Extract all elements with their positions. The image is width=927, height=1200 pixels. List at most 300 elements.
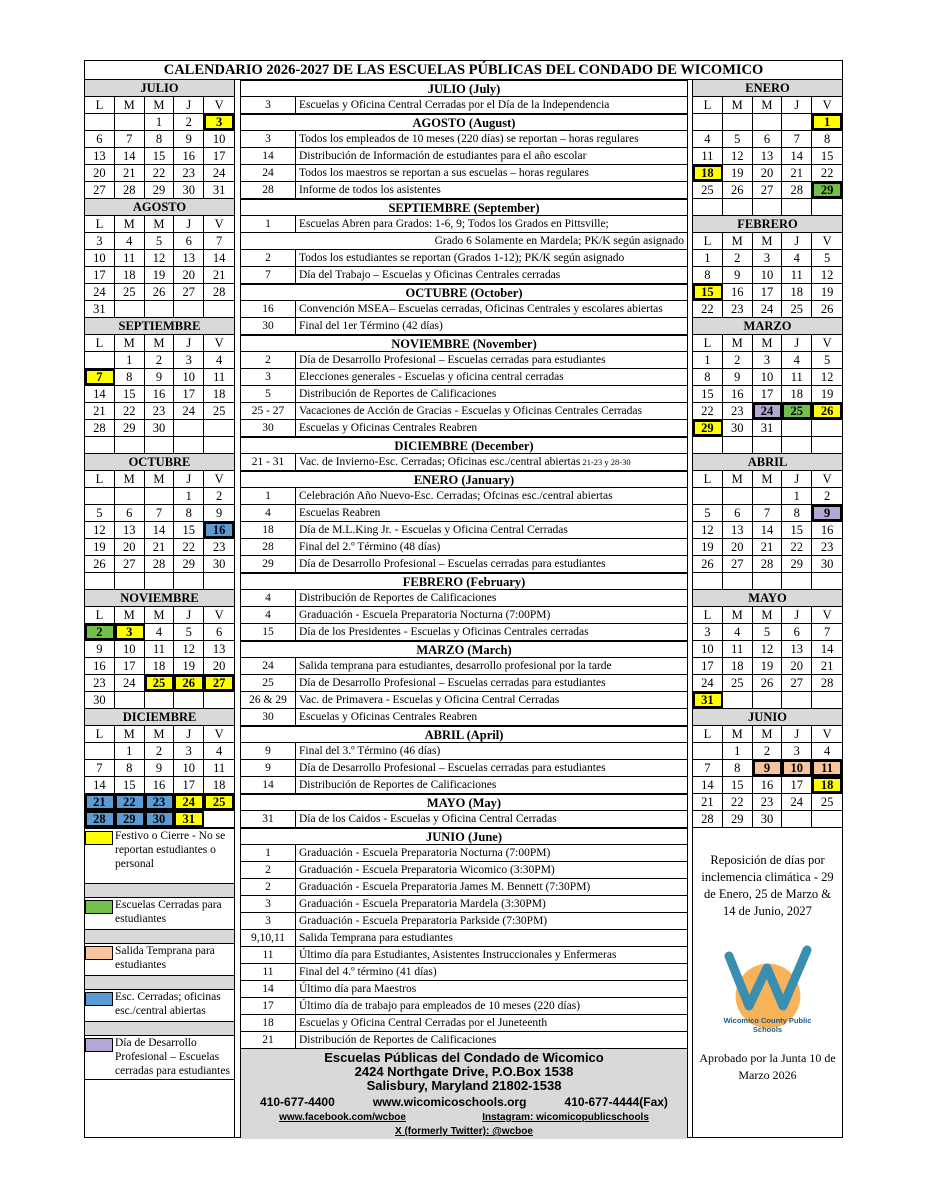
weekday-label: L <box>693 233 723 249</box>
event-text <box>296 624 687 640</box>
event-date: 24 <box>241 165 296 181</box>
weekday-label: L <box>693 471 723 487</box>
day-cell: 17 <box>115 658 145 674</box>
month-title: NOVIEMBRE <box>85 590 234 607</box>
day-cell: 7 <box>145 505 175 521</box>
day-cell: 13 <box>85 148 115 164</box>
day-cell: 22 <box>115 403 145 419</box>
month-section-title: OCTUBRE (October) <box>241 284 687 301</box>
day-cell: 12 <box>753 641 783 657</box>
footer-contact-row <box>241 1095 687 1109</box>
day-cell: 16 <box>145 386 175 402</box>
legend-swatch <box>85 831 113 845</box>
week-row <box>85 760 234 777</box>
day-cell: 8 <box>174 505 204 521</box>
day-cell: 9 <box>812 505 842 521</box>
event-description: Graduación - Escuela Preparatoria Mardela (3:30PM) <box>299 898 546 910</box>
day-cell: 9 <box>723 369 753 385</box>
event-date <box>241 233 296 249</box>
week-row <box>693 658 842 675</box>
weekday-label: J <box>174 471 204 487</box>
day-cell: 28 <box>145 556 175 572</box>
day-cell: 7 <box>753 505 783 521</box>
event-text <box>296 862 687 878</box>
month-section-title: MAYO (May) <box>241 794 687 811</box>
day-cell: 10 <box>85 250 115 266</box>
day-cell: 19 <box>85 539 115 555</box>
event-description: Día de Desarrollo Profesional – Escuelas cerradas para estudiantes <box>299 762 606 774</box>
footer-info <box>241 1049 687 1139</box>
day-cell: 23 <box>212 540 226 554</box>
day-cell: 11 <box>782 267 812 283</box>
event-row <box>241 607 687 624</box>
day-cell: 23 <box>820 540 834 554</box>
legend-spacer <box>85 1022 234 1036</box>
week-row <box>85 148 234 165</box>
day-cell: 29 <box>782 556 812 572</box>
day-cell: 17 <box>85 267 115 283</box>
event-date: 2 <box>241 250 296 266</box>
week-row <box>85 233 234 250</box>
day-cell: 11 <box>213 370 226 384</box>
day-cell <box>723 437 753 453</box>
week-row <box>693 573 842 590</box>
weekday-label: V <box>214 608 224 622</box>
weekday-label: V <box>822 608 832 622</box>
day-cell <box>753 114 783 130</box>
event-date: 9 <box>241 743 296 759</box>
week-row <box>693 165 842 182</box>
event-description: Distribución de Reportes de Calificaciones <box>299 779 497 791</box>
weekday-label: M <box>145 471 175 487</box>
page-title: CALENDARIO 2026-2027 DE LAS ESCUELAS PÚBLICAS DEL CONDADO DE WICOMICO <box>85 61 842 80</box>
day-cell: 3 <box>85 233 115 249</box>
event-description: Día de Desarrollo Profesional – Escuelas cerradas para estudiantes <box>299 677 606 689</box>
day-cell: 28 <box>782 182 812 198</box>
day-cell: 17 <box>782 777 812 793</box>
weekday-label: L <box>85 97 115 113</box>
event-description: Distribución de Reportes de Calificaciones <box>299 1034 497 1046</box>
footer-x[interactable]: X (formerly Twitter): @wcboe <box>395 1126 533 1137</box>
weekday-label: M <box>115 471 145 487</box>
day-cell: 12 <box>174 641 204 657</box>
day-cell <box>115 692 145 708</box>
day-cell: 19 <box>820 387 834 401</box>
event-date: 24 <box>241 658 296 674</box>
weekday-label: J <box>174 216 204 232</box>
day-cell <box>812 420 842 436</box>
event-text <box>296 267 687 283</box>
day-cell: 4 <box>782 250 812 266</box>
day-cell: 18 <box>693 165 723 181</box>
event-note: 21-23 y 28-30 <box>580 457 631 467</box>
day-cell <box>204 692 234 708</box>
weekday-label: V <box>214 217 224 231</box>
event-text <box>296 675 687 691</box>
day-cell: 30 <box>212 557 226 571</box>
event-row <box>241 930 687 947</box>
week-row <box>85 488 234 505</box>
day-cell: 1 <box>812 114 842 130</box>
event-text <box>296 930 687 946</box>
event-description: Vacaciones de Acción de Gracias - Escuelas y Oficinas Centrales Cerradas <box>299 405 642 417</box>
day-cell: 29 <box>115 811 145 827</box>
day-cell: 8 <box>823 132 831 146</box>
day-cell <box>85 743 115 759</box>
weekday-label: V <box>822 234 832 248</box>
weekday-label: L <box>693 335 723 351</box>
day-cell: 22 <box>782 539 812 555</box>
day-cell: 14 <box>85 386 115 402</box>
day-cell <box>693 199 723 215</box>
day-cell: 11 <box>213 761 226 775</box>
day-cell: 30 <box>753 811 783 827</box>
weekday-label: L <box>85 607 115 623</box>
day-cell: 8 <box>723 760 753 776</box>
footer-web[interactable]: www.wicomicoschools.org <box>372 1095 527 1109</box>
event-row <box>241 369 687 386</box>
event-date: 17 <box>241 998 296 1014</box>
event-date: 14 <box>241 148 296 164</box>
day-cell: 11 <box>812 760 842 776</box>
day-cell: 6 <box>723 505 753 521</box>
day-cell <box>204 437 234 453</box>
event-description: Todos los maestros se reportan a sus escuelas – horas regulares <box>299 167 589 179</box>
day-cell: 4 <box>215 353 223 367</box>
week-row <box>85 522 234 539</box>
day-cell: 22 <box>723 794 753 810</box>
day-cell: 30 <box>174 182 204 198</box>
week-row <box>693 794 842 811</box>
event-text <box>296 658 687 674</box>
weekday-label: L <box>85 726 115 742</box>
day-cell: 14 <box>145 522 175 538</box>
event-description: Distribución de Información de estudiantes para el año escolar <box>299 150 587 162</box>
event-description: Graduación - Escuela Preparatoria Parkside (7:30PM) <box>299 915 548 927</box>
weekday-header <box>85 607 234 624</box>
day-cell: 31 <box>212 183 226 197</box>
day-cell: 16 <box>145 777 175 793</box>
event-description: Final del 1er Término (42 días) <box>299 320 443 332</box>
event-row <box>241 947 687 964</box>
day-cell: 30 <box>820 557 834 571</box>
weekday-label: M <box>115 216 145 232</box>
day-cell: 10 <box>753 267 783 283</box>
event-date: 29 <box>241 556 296 572</box>
month-section-title: JUNIO (June) <box>241 828 687 845</box>
day-cell <box>174 420 204 436</box>
day-cell <box>145 437 175 453</box>
weekday-label: V <box>214 336 224 350</box>
legend-item <box>85 898 234 930</box>
logo-text: Wicomico County Public Schools <box>723 1016 812 1034</box>
week-row <box>85 675 234 692</box>
event-row <box>241 301 687 318</box>
day-cell: 20 <box>85 165 115 181</box>
day-cell: 25 <box>782 403 812 419</box>
week-row <box>693 692 842 709</box>
day-cell: 6 <box>174 233 204 249</box>
weekday-header <box>693 335 842 352</box>
event-text <box>296 352 687 368</box>
event-row <box>241 556 687 573</box>
event-date: 14 <box>241 981 296 997</box>
day-cell: 2 <box>723 250 753 266</box>
week-row <box>693 777 842 794</box>
weekday-label: M <box>753 233 783 249</box>
day-cell: 9 <box>174 131 204 147</box>
day-cell: 15 <box>693 386 723 402</box>
event-row <box>241 233 687 250</box>
event-text <box>296 845 687 861</box>
event-row <box>241 709 687 726</box>
day-cell: 31 <box>693 692 723 708</box>
day-cell: 28 <box>85 420 115 436</box>
event-text <box>296 947 687 963</box>
day-cell: 25 <box>723 675 753 691</box>
event-description: Salida Temprana para estudiantes <box>299 932 453 944</box>
day-cell <box>85 114 115 130</box>
day-cell <box>85 437 115 453</box>
week-row <box>693 437 842 454</box>
day-cell: 28 <box>212 285 226 299</box>
weekday-label: L <box>85 216 115 232</box>
month-section-title: ENERO (January) <box>241 471 687 488</box>
day-cell: 30 <box>85 692 115 708</box>
event-description: Elecciones generales - Escuelas y oficina central cerradas <box>299 371 564 383</box>
day-cell <box>753 199 783 215</box>
day-cell: 16 <box>820 523 834 537</box>
day-cell: 18 <box>782 284 812 300</box>
week-row <box>85 692 234 709</box>
day-cell: 15 <box>174 522 204 538</box>
weekday-label: M <box>115 335 145 351</box>
event-date: 2 <box>241 879 296 895</box>
day-cell <box>85 488 115 504</box>
event-text <box>296 505 687 521</box>
event-description: Escuelas Abren para Grados: 1-6, 9; Todos los Grados en Pittsville; <box>299 218 609 230</box>
event-text <box>296 539 687 555</box>
footer-social-row <box>241 1111 687 1125</box>
day-cell: 21 <box>693 794 723 810</box>
legend-item <box>85 990 234 1022</box>
day-cell: 3 <box>174 743 204 759</box>
day-cell <box>723 114 753 130</box>
event-description: Todos los empleados de 10 meses (220 días) se reportan – horas regulares <box>299 133 639 145</box>
week-row <box>693 403 842 420</box>
day-cell: 6 <box>753 131 783 147</box>
week-row <box>693 131 842 148</box>
day-cell <box>115 114 145 130</box>
week-row <box>693 386 842 403</box>
footer-phone: 410-677-4400 <box>260 1095 335 1109</box>
weekday-label: M <box>145 216 175 232</box>
week-row <box>85 165 234 182</box>
event-text <box>296 182 687 198</box>
event-row <box>241 1015 687 1032</box>
weekday-label: J <box>174 726 204 742</box>
week-row <box>693 556 842 573</box>
day-cell: 10 <box>174 369 204 385</box>
day-cell: 14 <box>693 777 723 793</box>
weekday-header <box>85 97 234 114</box>
event-text <box>296 522 687 538</box>
event-description: Celebración Año Nuevo-Esc. Cerradas; Ofcinas esc./central abiertas <box>299 490 613 502</box>
day-cell: 3 <box>693 624 723 640</box>
day-cell: 2 <box>174 114 204 130</box>
day-cell: 13 <box>753 148 783 164</box>
district-logo <box>709 936 827 1036</box>
day-cell: 2 <box>215 489 223 503</box>
day-cell: 29 <box>693 420 723 436</box>
event-description: Escuelas y Oficina Central Cerradas por el Día de la Independencia <box>299 99 610 111</box>
day-cell: 7 <box>782 131 812 147</box>
legend-item <box>85 1036 234 1080</box>
month-title: FEBRERO <box>693 216 842 233</box>
day-cell: 7 <box>693 760 723 776</box>
event-row <box>241 998 687 1015</box>
weekday-label: M <box>145 607 175 623</box>
day-cell: 16 <box>723 284 753 300</box>
day-cell <box>85 573 115 589</box>
event-description: Graduación - Escuela Preparatoria Nocturna (7:00PM) <box>299 847 551 859</box>
week-row <box>85 539 234 556</box>
event-description: Convención MSEA– Escuelas cerradas, Oficinas Centrales y escolares abiertas <box>299 303 663 315</box>
day-cell: 29 <box>723 811 753 827</box>
day-cell <box>174 437 204 453</box>
day-cell: 11 <box>723 641 753 657</box>
day-cell: 3 <box>204 114 234 130</box>
day-cell: 21 <box>782 165 812 181</box>
weekday-label: M <box>723 726 753 742</box>
footer-facebook[interactable]: www.facebook.com/wcboe <box>279 1112 406 1123</box>
event-description: Último día de trabajo para empleados de 10 meses (220 días) <box>299 1000 581 1012</box>
event-text <box>296 811 687 827</box>
event-row <box>241 879 687 896</box>
event-row <box>241 403 687 420</box>
weekday-label: V <box>822 336 832 350</box>
day-cell: 19 <box>174 658 204 674</box>
week-row <box>693 811 842 828</box>
weekday-label: V <box>214 98 224 112</box>
event-date: 25 - 27 <box>241 403 296 419</box>
day-cell: 4 <box>823 744 831 758</box>
day-cell: 16 <box>723 386 753 402</box>
footer-instagram[interactable]: Instagram: wicomicopublicschools <box>482 1112 649 1123</box>
day-cell <box>723 692 753 708</box>
day-cell: 25 <box>204 794 234 810</box>
day-cell: 5 <box>723 131 753 147</box>
event-description: Día de Desarrollo Profesional – Escuelas cerradas para estudiantes <box>299 558 606 570</box>
event-date: 31 <box>241 811 296 827</box>
day-cell <box>753 437 783 453</box>
day-cell: 22 <box>820 166 834 180</box>
event-row <box>241 590 687 607</box>
legend-text: Escuelas Cerradas para estudiantes <box>115 899 222 925</box>
day-cell <box>693 437 723 453</box>
day-cell: 24 <box>753 403 783 419</box>
day-cell: 14 <box>820 642 834 656</box>
day-cell: 9 <box>85 641 115 657</box>
day-cell: 8 <box>693 267 723 283</box>
day-cell: 26 <box>753 675 783 691</box>
event-row <box>241 420 687 437</box>
day-cell: 20 <box>723 539 753 555</box>
day-cell: 23 <box>723 403 753 419</box>
day-cell: 24 <box>753 301 783 317</box>
day-cell: 29 <box>145 182 175 198</box>
day-cell <box>812 811 842 827</box>
day-cell: 4 <box>782 352 812 368</box>
day-cell: 21 <box>145 539 175 555</box>
day-cell: 8 <box>782 505 812 521</box>
event-date: 30 <box>241 420 296 436</box>
event-row <box>241 675 687 692</box>
event-text <box>296 386 687 402</box>
month-title: ENERO <box>693 80 842 97</box>
day-cell: 26 <box>693 556 723 572</box>
event-row <box>241 760 687 777</box>
day-cell: 1 <box>723 743 753 759</box>
week-row <box>85 658 234 675</box>
day-cell: 13 <box>782 641 812 657</box>
event-date: 1 <box>241 845 296 861</box>
week-row <box>693 641 842 658</box>
event-description: Último día para Estudiantes, Asistentes Instruccionales y Enfermeras <box>299 949 617 961</box>
day-cell: 30 <box>723 420 753 436</box>
day-cell: 19 <box>753 658 783 674</box>
event-text <box>296 760 687 776</box>
day-cell: 12 <box>723 148 753 164</box>
day-cell: 2 <box>145 352 175 368</box>
event-row <box>241 539 687 556</box>
day-cell: 22 <box>115 794 145 810</box>
event-date: 3 <box>241 913 296 929</box>
week-row <box>693 505 842 522</box>
week-row <box>85 794 234 811</box>
event-description: Graduación - Escuela Preparatoria Wicomico (3:30PM) <box>299 864 555 876</box>
event-date: 4 <box>241 505 296 521</box>
day-cell <box>753 488 783 504</box>
month-title: SEPTIEMBRE <box>85 318 234 335</box>
day-cell: 8 <box>693 369 723 385</box>
event-row <box>241 964 687 981</box>
day-cell: 9 <box>723 267 753 283</box>
weekday-label: M <box>145 335 175 351</box>
day-cell: 28 <box>85 811 115 827</box>
event-text <box>296 913 687 929</box>
event-date: 18 <box>241 522 296 538</box>
event-date: 26 & 29 <box>241 692 296 708</box>
day-cell: 20 <box>782 658 812 674</box>
week-row <box>693 250 842 267</box>
day-cell: 27 <box>174 284 204 300</box>
event-row <box>241 862 687 879</box>
weekday-header <box>85 471 234 488</box>
day-cell: 15 <box>115 386 145 402</box>
day-cell: 8 <box>115 760 145 776</box>
event-row <box>241 454 687 471</box>
day-cell: 24 <box>115 675 145 691</box>
day-cell: 23 <box>723 301 753 317</box>
day-cell: 26 <box>812 403 842 419</box>
month-section-title: JULIO (July) <box>241 80 687 97</box>
month-section-title: MARZO (March) <box>241 641 687 658</box>
day-cell <box>693 573 723 589</box>
day-cell: 10 <box>115 641 145 657</box>
day-cell: 4 <box>723 624 753 640</box>
day-cell <box>693 114 723 130</box>
